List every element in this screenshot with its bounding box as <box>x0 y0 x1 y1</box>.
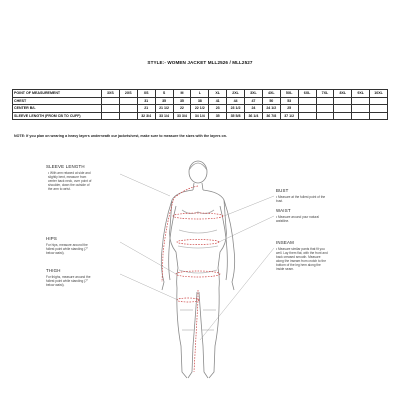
column-header-size: 3XS <box>102 90 120 98</box>
table-cell <box>352 112 370 120</box>
column-header-size: XS <box>137 90 155 98</box>
row-label: CHEST <box>13 97 102 105</box>
table-cell: 33 1/4 <box>155 112 173 120</box>
figure-head <box>189 161 207 183</box>
waist-description: • Measure around your natural waistline. <box>276 215 319 223</box>
column-header-size: L <box>191 90 209 98</box>
table-cell: 41 <box>209 97 227 105</box>
table-cell: 31 <box>137 97 155 105</box>
thigh-line <box>177 298 199 302</box>
column-header-size: 2XL <box>227 90 245 98</box>
bust-description: • Measure at the fullest point of the bust. <box>276 195 326 203</box>
table-cell: 33 3/4 <box>173 112 191 120</box>
table-row <box>13 112 388 120</box>
table-cell <box>370 105 388 113</box>
table-cell: 35 <box>155 97 173 105</box>
table-cell <box>102 112 120 120</box>
layering-note: NOTE: If you plan on wearing a heavy layers underneath our jackets/vest, make sure to measure the sizes with the layers on. <box>14 134 227 138</box>
table-cell: 38 <box>191 97 209 105</box>
table-cell: 34 1/4 <box>191 112 209 120</box>
thigh-description: For thighs, measure around the fullest point while standing (7" below waist). <box>46 275 91 287</box>
waist-line <box>177 240 219 245</box>
table-cell: 35 <box>173 97 191 105</box>
table-cell <box>370 97 388 105</box>
hips-label: HIPS <box>46 236 58 241</box>
table-cell <box>316 105 334 113</box>
sleeve-length-line <box>162 186 198 282</box>
column-header-size: 8XL <box>334 90 352 98</box>
table-cell: 47 <box>245 97 263 105</box>
table-row <box>13 97 388 105</box>
table-cell <box>102 105 120 113</box>
table-cell: 35 5/8 <box>227 112 245 120</box>
bust-line <box>173 213 223 219</box>
table-cell <box>334 97 352 105</box>
column-header-size: 6XL <box>298 90 316 98</box>
table-cell <box>298 112 316 120</box>
column-header-size: 7XL <box>316 90 334 98</box>
column-header-size: 10XL <box>370 90 388 98</box>
table-cell <box>119 105 137 113</box>
table-cell <box>316 97 334 105</box>
table-cell: 50 <box>262 97 280 105</box>
sleeve-length-description: • With arm relaxed at side and slightly bent, measure from center back neck, over point of shoulder, down the outside of the arm to wrist. <box>48 171 92 191</box>
column-header-size: 4XL <box>262 90 280 98</box>
column-header-size: M <box>173 90 191 98</box>
column-header-size: 9XL <box>352 90 370 98</box>
table-cell: 53 <box>280 97 298 105</box>
column-header-size: S <box>155 90 173 98</box>
table-cell <box>298 105 316 113</box>
table-header-row <box>13 90 388 98</box>
table-cell: 22 1/2 <box>191 105 209 113</box>
measurement-guide <box>46 150 338 390</box>
table-cell: 23 1/2 <box>227 105 245 113</box>
hips-line <box>176 271 220 277</box>
row-label: SLEEVE LENGTH (FROM CB TO CUFF) <box>13 112 102 120</box>
table-cell: 21 1/2 <box>155 105 173 113</box>
table-cell: 36 1/4 <box>245 112 263 120</box>
table-cell: 24 <box>245 105 263 113</box>
table-cell: 24 1/2 <box>262 105 280 113</box>
table-cell: 36 7/8 <box>262 112 280 120</box>
size-chart-table <box>12 89 388 120</box>
table-cell: 35 <box>209 112 227 120</box>
style-title: STYLE:- WOMEN JACKET MLL2526 / MLL2527 <box>147 60 253 65</box>
table-cell <box>298 97 316 105</box>
inseam-description: • Measure similar pants that fit you well. Lay them flat, with the front and back creased smooth. Measure along the inseam from crotch to the bottom of the leg hem along the inside seam. <box>276 247 328 271</box>
table-cell <box>352 105 370 113</box>
table-cell <box>119 97 137 105</box>
table-cell <box>102 97 120 105</box>
table-cell: 25 <box>280 105 298 113</box>
column-header-size: 2XS <box>119 90 137 98</box>
thigh-label: THIGH <box>46 268 61 273</box>
sleeve-length-label: SLEEVE LENGTH <box>46 164 85 169</box>
table-cell <box>316 112 334 120</box>
table-cell: 22 <box>173 105 191 113</box>
table-cell <box>370 112 388 120</box>
inseam-label: INSEAM <box>276 240 295 245</box>
column-header-size: XL <box>209 90 227 98</box>
table-row <box>13 105 388 113</box>
column-header-measurement: POINT OF MEASUREMENT <box>13 90 102 98</box>
table-cell: 23 <box>209 105 227 113</box>
table-cell <box>334 112 352 120</box>
table-cell <box>119 112 137 120</box>
table-cell: 44 <box>227 97 245 105</box>
column-header-size: 5XL <box>280 90 298 98</box>
hips-description: For hips, measure around the fullest point while standing (7" below waist). <box>46 243 89 255</box>
bust-label: BUST <box>276 188 289 193</box>
table-cell <box>352 97 370 105</box>
row-label: CENTER B/L <box>13 105 102 113</box>
waist-label: WAIST <box>276 208 291 213</box>
table-cell <box>334 105 352 113</box>
table-cell: 32 3/4 <box>137 112 155 120</box>
table-cell: 21 <box>137 105 155 113</box>
column-header-size: 3XL <box>245 90 263 98</box>
table-cell: 37 1/2 <box>280 112 298 120</box>
